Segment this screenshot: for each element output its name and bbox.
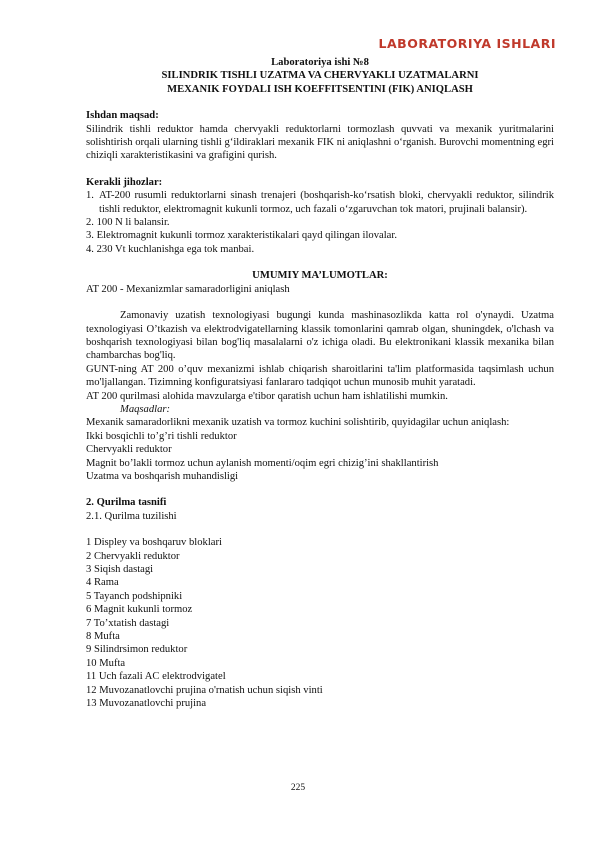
part-item: 1 Displey va boshqaruv bloklari bbox=[86, 537, 222, 549]
header-tag: LABORATORIYA ISHLARI bbox=[378, 36, 556, 51]
device-subheading: 2.1. Qurilma tuzilishi bbox=[86, 510, 177, 522]
general-paragraph-2: GUNT-ning AT 200 o’quv mexanizmi ishlab chiqarish sharoitlarini ta'lim platformasida taqsimlash uchun mo'ljallangan. Tizimning konfiguratsiyasi fanlararo tadqiqot uchun munosib muhit yaratadi. bbox=[86, 363, 554, 389]
equipment-heading: Kerakli jihozlar: bbox=[86, 176, 163, 188]
goal-text: Silindrik tishli reduktor hamda chervyakli reduktorlarni tormozlash quvvati va mexanik yuritmalarini solishtirish orqali ularning tishli g‘ildiraklari mexanik FIK ni aniqlashni o‘rganish. Burovchi momentning egri chiziqli xarakteristikasini va grafigini qurish. bbox=[86, 123, 554, 162]
equipment-item: 3. Elektromagnit kukunli tormoz xarakteristikalari qayd qilingan ilovalar. bbox=[86, 230, 397, 242]
lab-title: Laboratoriya ishi №8 bbox=[271, 57, 369, 68]
part-item: 12 Muvozanatlovchi prujina o'rnatish uchun siqish vinti bbox=[86, 684, 323, 696]
general-heading: UMUMIY MA’LUMOTLAR: bbox=[252, 270, 388, 282]
goal-heading: Ishdan maqsad: bbox=[86, 110, 159, 122]
equipment-item: 4. 230 Vt kuchlanishga ega tok manbai. bbox=[86, 243, 255, 255]
part-item: 11 Uch fazali AC elektrodvigatel bbox=[86, 671, 226, 683]
part-item: 7 To’xtatish dastagi bbox=[86, 617, 170, 629]
device-heading: 2. Qurilma tasnifi bbox=[86, 497, 167, 509]
part-item: 5 Tayanch podshipniki bbox=[86, 590, 183, 602]
page-content bbox=[86, 56, 554, 710]
main-title-line-1: SILINDRIK TISHLI UZATMA VA CHERVYAKLI UZATMALARNI bbox=[161, 70, 479, 82]
general-subtitle: AT 200 - Mexanizmlar samaradorligini aniqlash bbox=[86, 283, 290, 295]
aim-item: Magnit bo’lakli tormoz uchun aylanish momenti/oqim egri chizig’ini shakllantirish bbox=[86, 457, 439, 469]
part-item: 4 Rama bbox=[86, 577, 119, 589]
aims-intro: Mexanik samaradorlikni mexanik uzatish va tormoz kuchini solishtirib, quyidagilar uchun aniqlash: bbox=[86, 417, 510, 429]
part-item: 3 Siqish dastagi bbox=[86, 564, 154, 575]
equipment-item: 2. 100 N li balansir. bbox=[86, 217, 170, 229]
equipment-item-number: 1. bbox=[86, 190, 94, 202]
main-title-line-2: MEXANIK FOYDALI ISH KOEFFITSENTINI (FIK) ANIQLASH bbox=[167, 83, 473, 95]
aims-heading: Maqsadlar: bbox=[120, 403, 171, 415]
part-item: 10 Mufta bbox=[86, 657, 126, 669]
part-item: 9 Silindrsimon reduktor bbox=[86, 644, 188, 656]
part-item: 2 Chervyakli reduktor bbox=[86, 550, 180, 562]
general-paragraph-3: AT 200 qurilmasi alohida mavzularga e'tibor qaratish uchun ham ishlatilishi mumkin. bbox=[86, 390, 448, 402]
aim-item: Chervyakli reduktor bbox=[86, 444, 172, 456]
equipment-item bbox=[86, 189, 554, 216]
part-item: 13 Muvozanatlovchi prujina bbox=[86, 698, 207, 710]
aim-item: Ikki bosqichli to’g’ri tishli reduktor bbox=[86, 430, 237, 442]
part-item: 8 Mufta bbox=[86, 631, 120, 643]
general-paragraph-1: Zamonaviy uzatish texnologiyasi bugungi kunda mashinasozlikda katta rol o'ynaydi. Uzatma texnologiyasi O’tkazish va elektrodvigatellarning klassik tomonlarini qamrab olgan, shuningdek, o'lchash va boshqarish texnologiyasi bilan bog'liq masalalarni o'z ichiga oladi. Bu elektronikani klassik mexanika bilan chambarchas bog'liq. bbox=[86, 310, 554, 362]
part-item: 6 Magnit kukunli tormoz bbox=[86, 604, 193, 616]
equipment-item-text: AT-200 rusumli reduktorlarni sinash trenajeri (boshqarish-ko‘rsatish bloki, chervyakli reduktor, silindrik tishli reduktor, elektromagnit kukunli tormoz, uch fazali o‘zgaruvchan tok matori, prujinali balansir). bbox=[99, 190, 554, 215]
aim-item: Uzatma va boshqarish muhandisligi bbox=[86, 470, 239, 482]
page-number: 225 bbox=[290, 783, 306, 793]
